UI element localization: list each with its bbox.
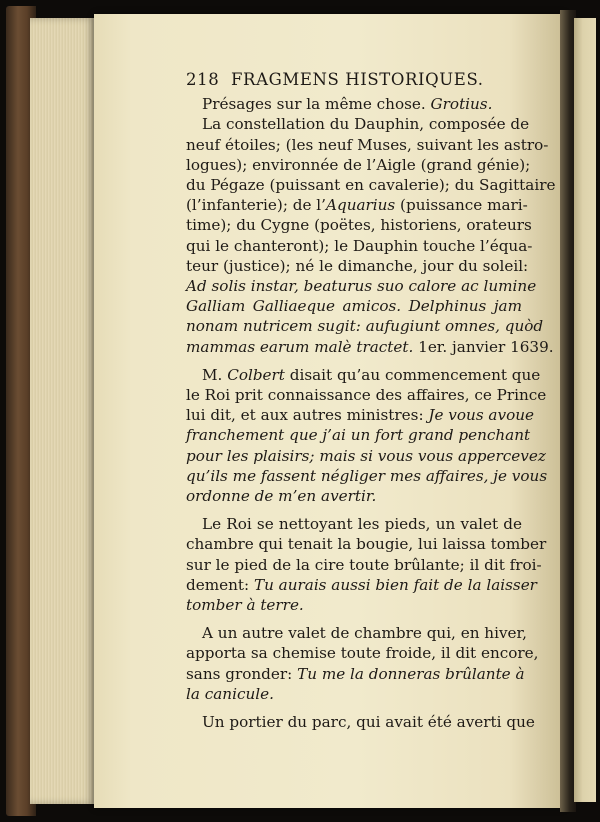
italic-text: tomber à terre. <box>186 596 304 615</box>
facing-page-edge <box>574 18 596 802</box>
text-line <box>186 425 531 445</box>
paragraph <box>186 114 556 356</box>
plain-text: time); du Cygne (poëtes, historiens, orateurs <box>186 216 532 235</box>
text-line <box>186 534 547 554</box>
text-line <box>186 337 554 357</box>
text-line <box>186 664 525 684</box>
plain-text: disait qu’au commencement que <box>284 365 541 384</box>
plain-text: logues); environnée de l’Aigle (grand génie); <box>186 155 531 174</box>
paragraph <box>186 365 548 506</box>
italic-text: Galliam Galliaeque amicos. Delphinus jam <box>186 297 522 316</box>
text-line <box>186 595 522 615</box>
plain-text: sans gronder: <box>186 664 298 683</box>
text-line <box>186 514 522 534</box>
plain-text: sur le pied de la cire toute brûlante; il dit froi- <box>186 555 542 574</box>
text-line <box>186 256 529 276</box>
paragraph-gap <box>186 357 522 365</box>
plain-text: La constellation du Dauphin, composée de <box>202 115 530 134</box>
italic-text: Je vous avoue <box>428 406 534 425</box>
plain-text: du Pégaze (puissant en cavalerie); du Sagittaire <box>186 176 556 195</box>
plain-text: apporta sa chemise toute froide, il dit encore, <box>186 644 539 663</box>
text-line <box>186 276 537 296</box>
italic-text: Ad solis instar, beaturus suo calore ac lumine <box>186 277 537 296</box>
section-caption <box>186 94 522 114</box>
plain-text: chambre qui tenait la bougie, lui laissa tomber <box>186 535 547 554</box>
plain-text: (l’infanterie); de l’ <box>186 196 326 215</box>
plain-text: dement: <box>186 575 254 594</box>
italic-text: Tu me la donneras brûlante à <box>297 664 525 683</box>
paragraph <box>186 514 547 615</box>
plain-text: A un autre valet de chambre qui, en hiver, <box>202 624 527 643</box>
text-line <box>186 236 533 256</box>
text-line <box>186 623 527 643</box>
text-line <box>186 114 530 134</box>
body-text <box>186 114 556 732</box>
plain-text: le Roi prit connaissance des affaires, ce Prince <box>186 386 547 405</box>
page-edges <box>30 18 96 804</box>
plain-text: lui dit, et aux autres ministres: <box>186 406 429 425</box>
text-line <box>186 712 535 732</box>
plain-text: 1er. janvier 1639. <box>413 337 554 356</box>
caption-text: Présages sur la même chose. <box>202 95 431 114</box>
text-line <box>186 575 537 595</box>
text-line <box>186 215 532 235</box>
text-line <box>186 385 547 405</box>
italic-text: pour les plaisirs; mais si vous vous appercevez <box>186 446 546 465</box>
text-line <box>186 135 549 155</box>
plain-text: Le Roi se nettoyant les pieds, un valet de <box>202 515 522 534</box>
text-line <box>186 296 522 316</box>
text-line <box>186 155 531 175</box>
paragraph-gap <box>186 615 522 623</box>
italic-text: Colbert <box>227 365 285 384</box>
text-line <box>186 486 522 506</box>
paragraph <box>186 712 535 732</box>
page-number: 218 <box>186 70 220 89</box>
text-line <box>186 643 539 663</box>
text-line <box>186 365 541 385</box>
italic-text: Tu aurais aussi bien fait de la laisser <box>253 575 537 594</box>
running-head-title: FRAGMENS HISTORIQUES. <box>231 70 484 89</box>
italic-text: franchement que j’ai un fort grand penchant <box>186 426 531 445</box>
italic-text: mammas earum malè tractet. <box>186 337 414 356</box>
text-line <box>186 466 548 486</box>
paragraph-gap <box>186 704 522 712</box>
paragraph-gap <box>186 506 522 514</box>
italic-text: nonam nutricem sugit: aufugiunt omnes, quòd <box>186 317 544 336</box>
plain-text: qui le chanteront); le Dauphin touche l’équa- <box>186 236 533 255</box>
caption-author: Grotius. <box>430 95 493 114</box>
page-text <box>186 70 556 732</box>
plain-text: neuf étoiles; (les neuf Muses, suivant les astro- <box>186 135 549 154</box>
text-line <box>186 684 522 704</box>
plain-text: (puissance mari- <box>395 196 528 215</box>
text-line <box>186 316 544 336</box>
text-line <box>186 405 534 425</box>
text-line <box>186 446 546 466</box>
plain-text: teur (justice); né le dimanche, jour du soleil: <box>186 256 529 275</box>
text-line <box>186 195 528 215</box>
italic-text: qu’ils me fassent négliger mes affaires, je vous <box>186 466 548 485</box>
plain-text: Un portier du parc, qui avait été averti que <box>202 713 535 732</box>
plain-text: M. <box>202 365 228 384</box>
italic-text: ordonne de m’en avertir. <box>186 487 377 506</box>
text-line <box>186 555 542 575</box>
italic-text: la canicule. <box>186 684 274 703</box>
running-header <box>186 70 522 90</box>
paragraph <box>186 623 539 704</box>
text-line <box>186 175 556 195</box>
italic-text: Aquarius <box>326 196 396 215</box>
